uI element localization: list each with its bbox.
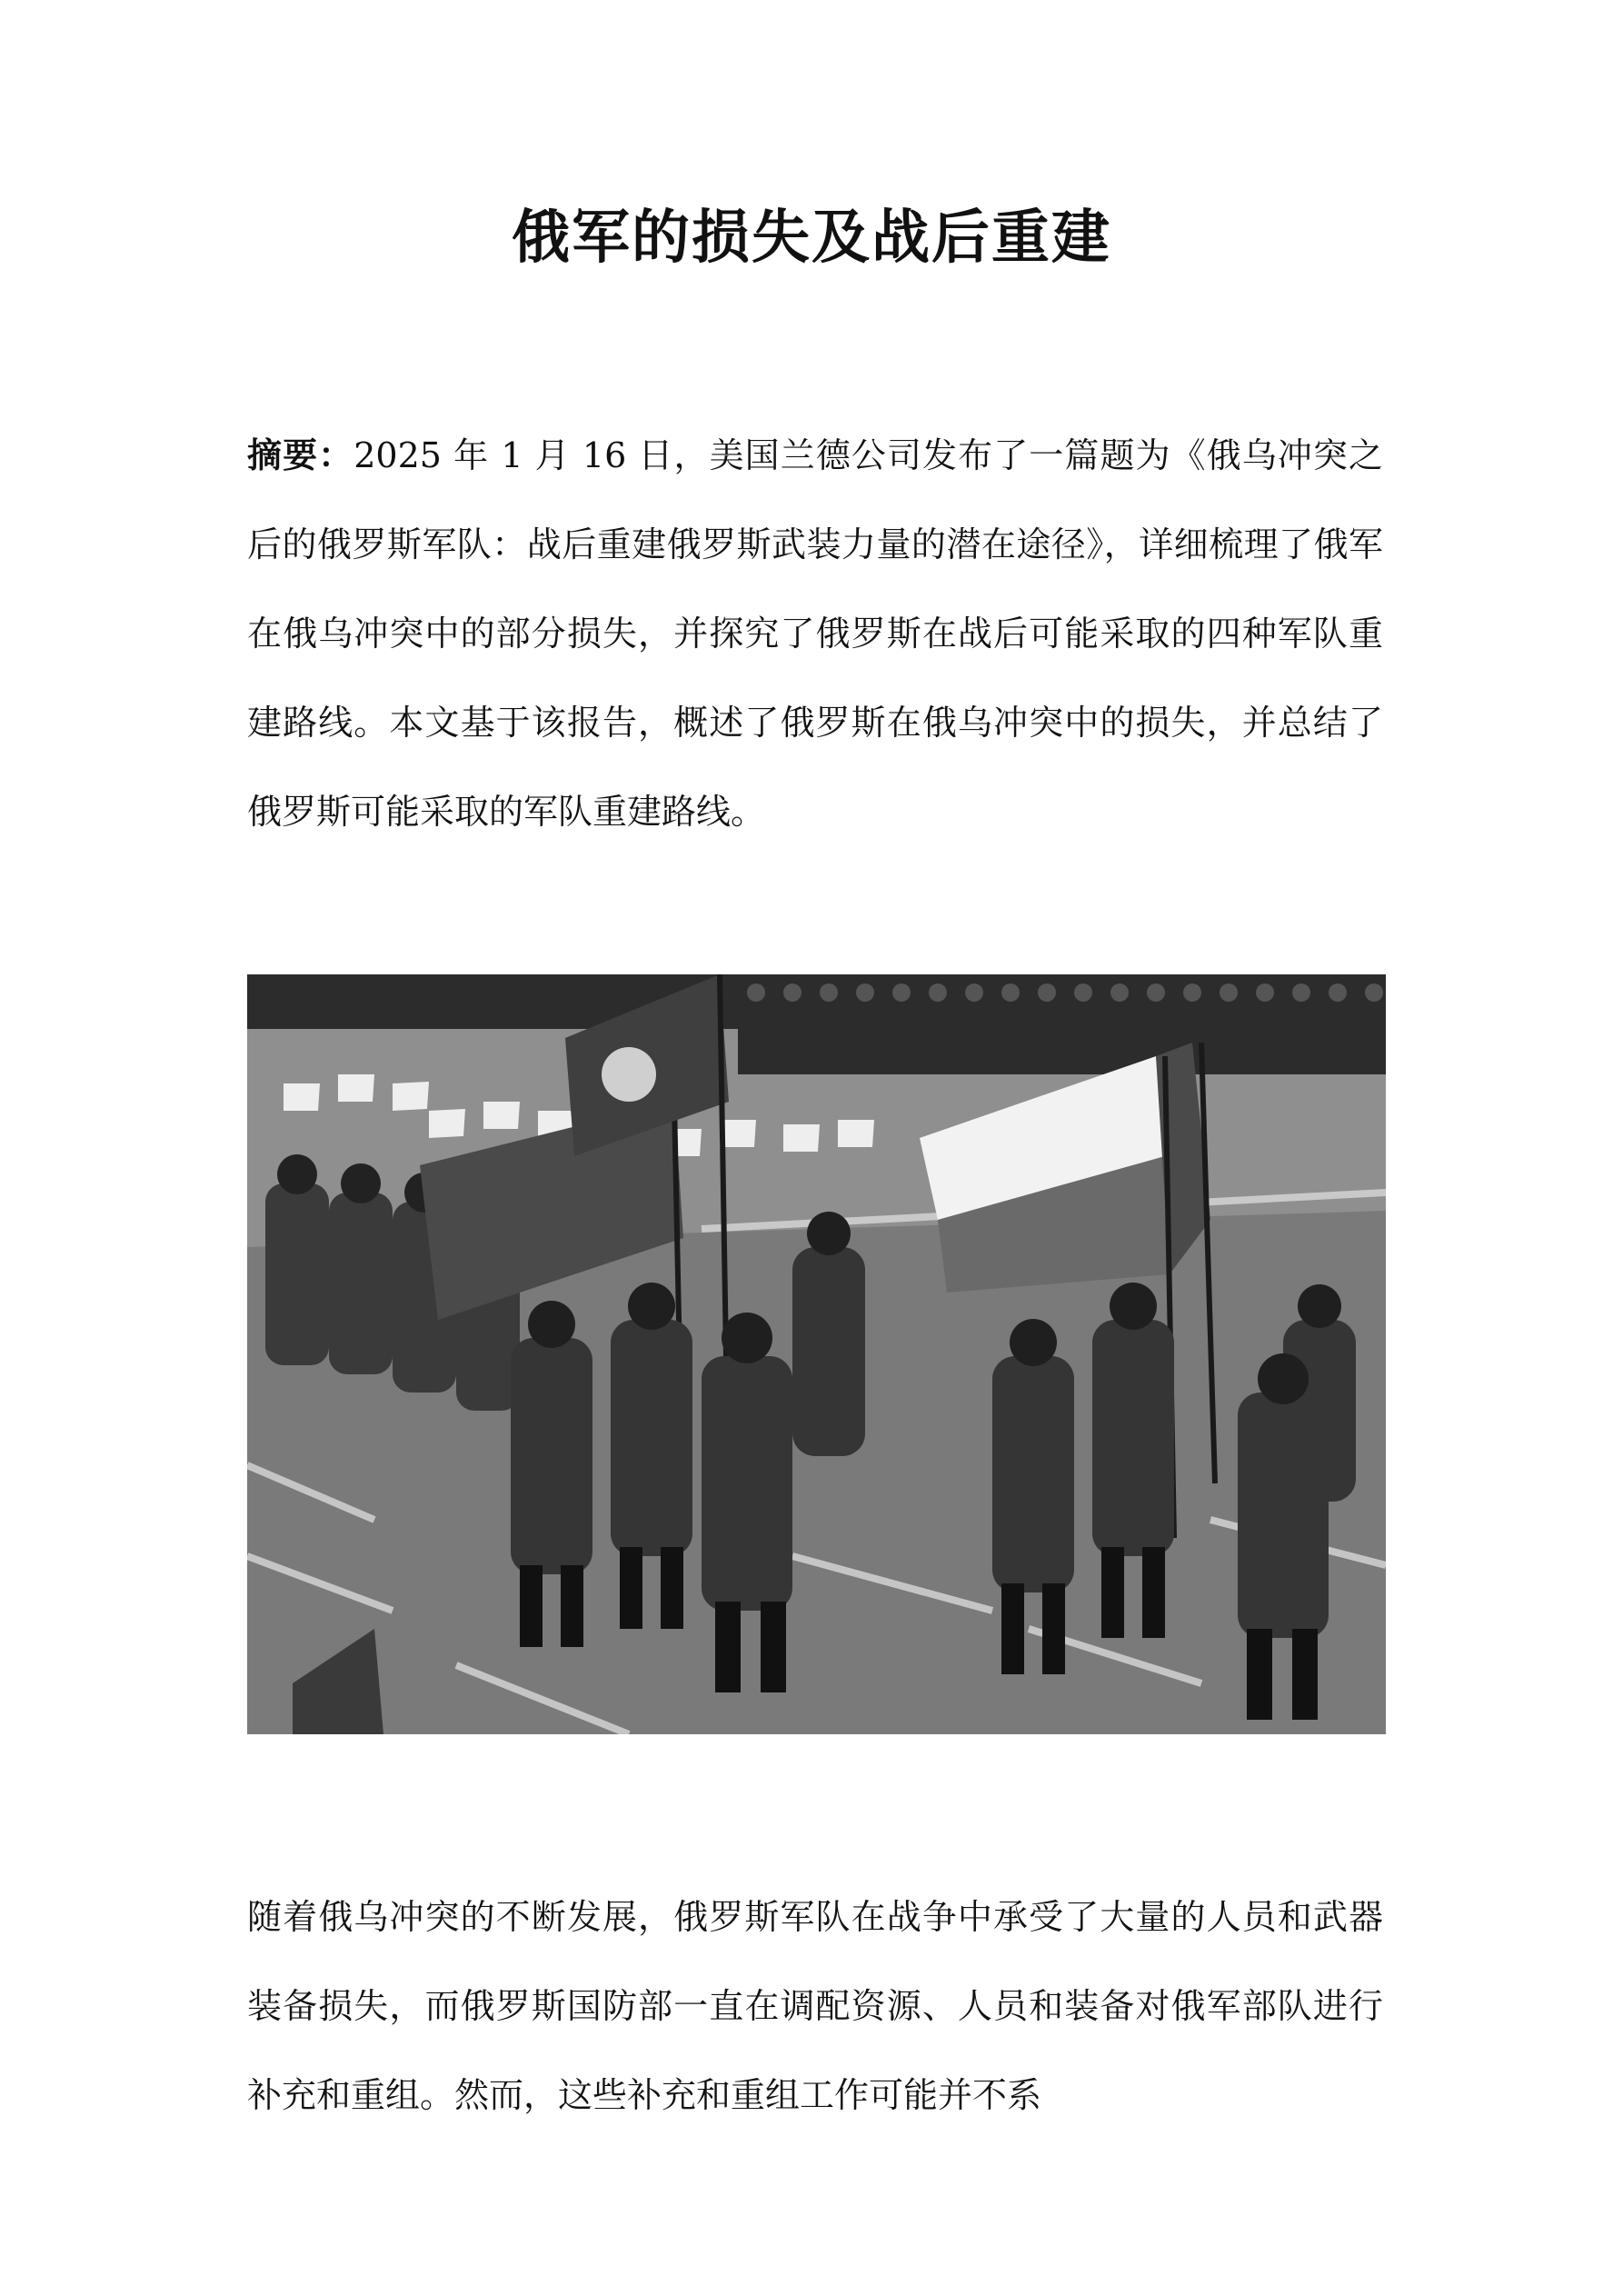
abstract-text: 2025 年 1 月 16 日，美国兰德公司发布了一篇题为《俄乌冲突之后的俄罗斯军队：战后重建俄罗斯武装力量的潜在途径》，详细梳理了俄军在俄乌冲突中的部分损失，并探究了俄罗斯在战后可能采取的四种军队重建路线。本文基于该报告，概述了俄罗斯在俄乌冲突中的损失，并总结了俄罗斯可能采取的军队重建路线。: [247, 435, 1383, 832]
abstract-paragraph: [247, 411, 1383, 856]
body-paragraph: 随着俄乌冲突的不断发展，俄罗斯军队在战争中承受了大量的人员和武器装备损失，而俄罗斯国防部一直在调配资源、人员和装备对俄军部队进行补充和重组。然而，这些补充和重组工作可能并不系: [247, 1897, 1383, 2115]
page-title: 俄军的损失及战后重建: [512, 204, 1111, 272]
military-parade-photo: [247, 974, 1386, 1734]
abstract-label: 摘要：: [247, 434, 354, 475]
